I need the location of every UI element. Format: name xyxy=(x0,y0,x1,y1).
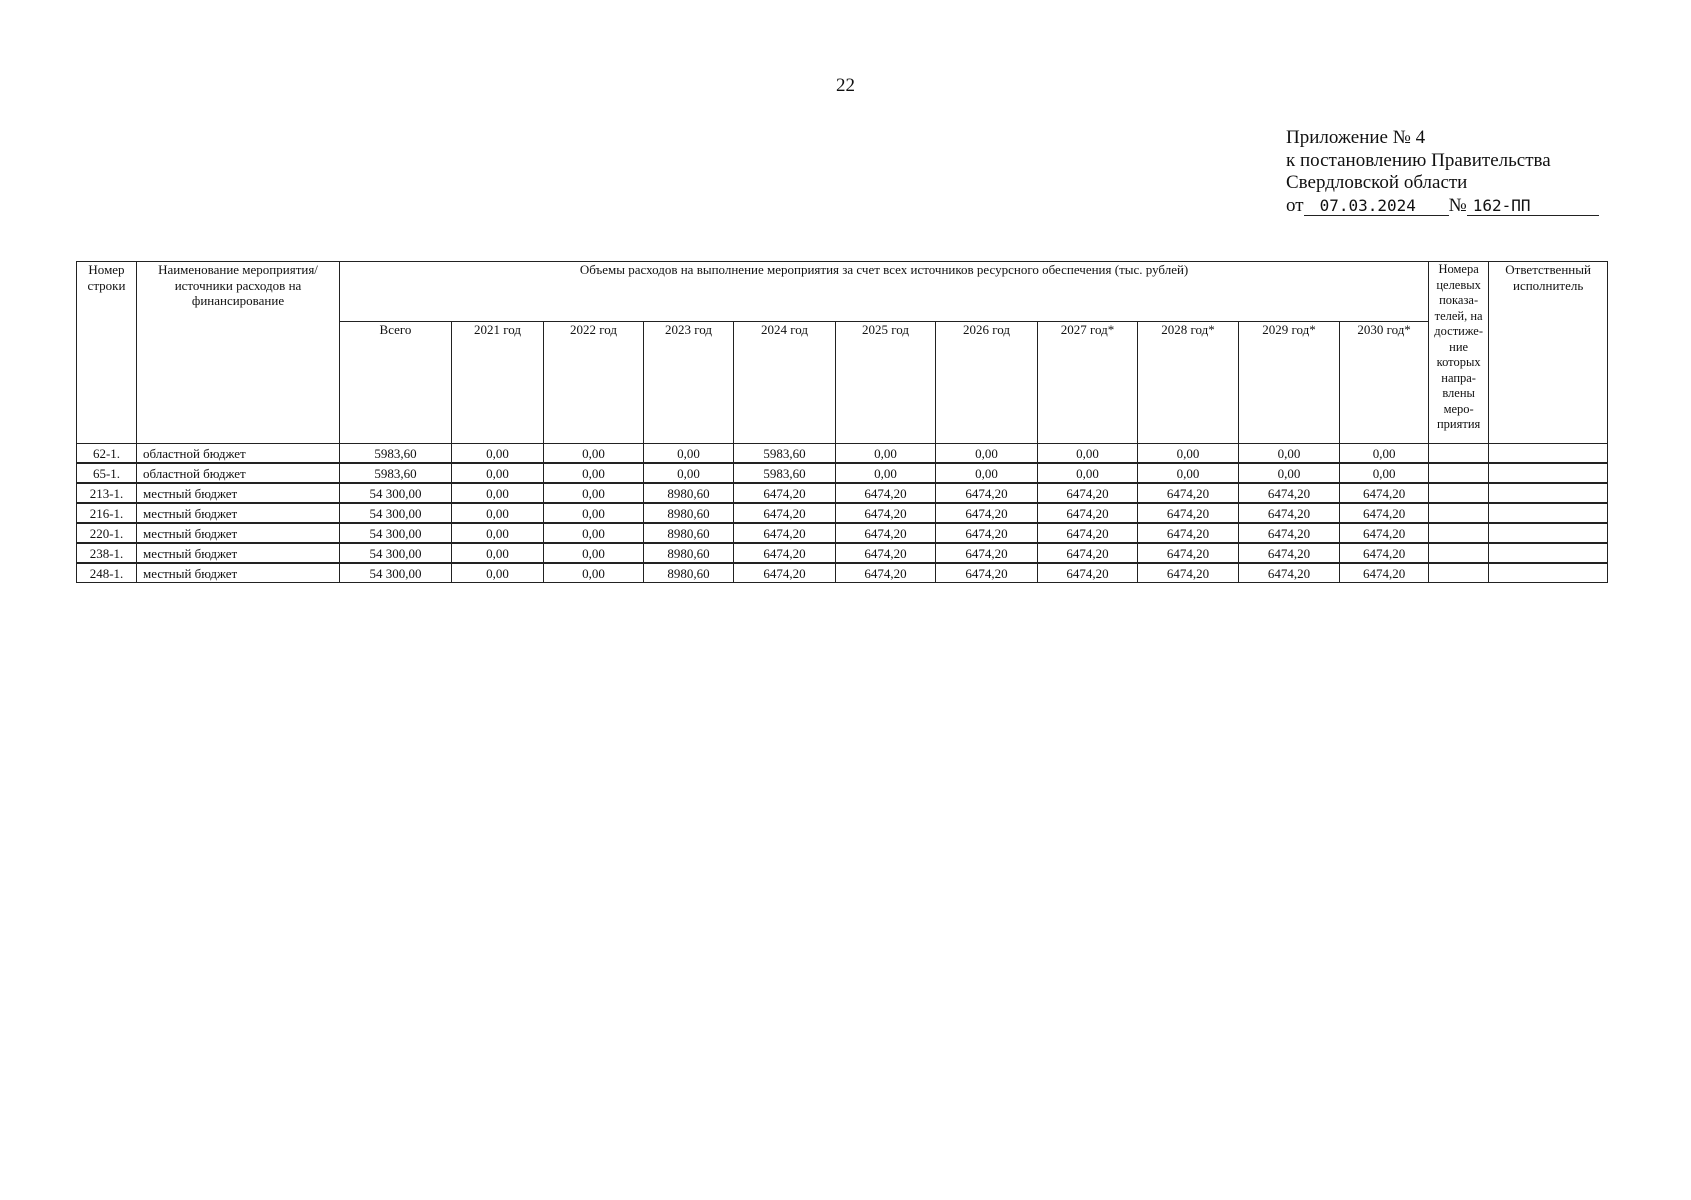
row-year-value-cell: 0,00 xyxy=(1138,464,1239,483)
header-name: Наименование мероприятия/ источники расходов на финансирование xyxy=(137,262,340,444)
row-year-value-cell: 6474,20 xyxy=(1239,524,1340,543)
row-year-value-cell: 6474,20 xyxy=(836,544,936,563)
row-year-value-cell: 6474,20 xyxy=(936,504,1038,523)
row-number-cell: 248-1. xyxy=(77,564,137,583)
row-year-value-cell: 6474,20 xyxy=(1138,564,1239,583)
row-year-value-cell: 6474,20 xyxy=(734,564,836,583)
row-number-cell: 65-1. xyxy=(77,464,137,483)
table-body xyxy=(77,444,1608,583)
appendix-date-line xyxy=(1286,195,1599,218)
row-year-value-cell: 6474,20 xyxy=(1138,524,1239,543)
header-executor: Ответственный исполнитель xyxy=(1489,262,1608,444)
row-year-value-cell: 6474,20 xyxy=(936,524,1038,543)
row-year-value-cell: 6474,20 xyxy=(1340,564,1429,583)
header-year: 2027 год* xyxy=(1038,322,1138,444)
page-number: 22 xyxy=(836,75,855,96)
row-year-value-cell: 6474,20 xyxy=(734,504,836,523)
row-year-value-cell: 6474,20 xyxy=(1239,544,1340,563)
row-year-value-cell: 6474,20 xyxy=(836,484,936,503)
row-executor-cell xyxy=(1489,524,1608,543)
header-year: 2024 год xyxy=(734,322,836,444)
row-year-value-cell: 6474,20 xyxy=(836,564,936,583)
row-year-value-cell: 0,00 xyxy=(1239,444,1340,463)
row-total-cell: 5983,60 xyxy=(340,464,452,483)
row-year-value-cell: 0,00 xyxy=(452,544,544,563)
row-year-value-cell: 6474,20 xyxy=(836,504,936,523)
header-year: 2023 год xyxy=(644,322,734,444)
row-year-value-cell: 0,00 xyxy=(544,484,644,503)
row-year-value-cell: 0,00 xyxy=(544,524,644,543)
row-year-value-cell: 6474,20 xyxy=(1138,504,1239,523)
row-total-cell: 54 300,00 xyxy=(340,504,452,523)
table-row xyxy=(77,544,1608,563)
row-total-cell: 5983,60 xyxy=(340,444,452,463)
row-number-cell: 213-1. xyxy=(77,484,137,503)
table-row xyxy=(77,504,1608,523)
table-row xyxy=(77,484,1608,503)
row-executor-cell xyxy=(1489,544,1608,563)
row-indicators-cell xyxy=(1429,444,1489,463)
row-executor-cell xyxy=(1489,464,1608,483)
row-executor-cell xyxy=(1489,564,1608,583)
row-name-cell: местный бюджет xyxy=(137,524,340,543)
table-row xyxy=(77,444,1608,463)
row-name-cell: областной бюджет xyxy=(137,444,340,463)
row-number-cell: 238-1. xyxy=(77,544,137,563)
row-year-value-cell: 0,00 xyxy=(1239,464,1340,483)
row-indicators-cell xyxy=(1429,564,1489,583)
resolution-date: 07.03.2024 xyxy=(1304,197,1449,216)
row-year-value-cell: 6474,20 xyxy=(1138,484,1239,503)
header-year: 2026 год xyxy=(936,322,1038,444)
appendix-line-2: к постановлению Правительства xyxy=(1286,149,1551,171)
row-name-cell: местный бюджет xyxy=(137,504,340,523)
table-row xyxy=(77,464,1608,483)
row-year-value-cell: 6474,20 xyxy=(936,544,1038,563)
row-year-value-cell: 0,00 xyxy=(644,464,734,483)
row-year-value-cell: 6474,20 xyxy=(1239,564,1340,583)
row-year-value-cell: 0,00 xyxy=(1038,444,1138,463)
row-indicators-cell xyxy=(1429,544,1489,563)
row-year-value-cell: 0,00 xyxy=(836,464,936,483)
row-number-cell: 62-1. xyxy=(77,444,137,463)
row-year-value-cell: 6474,20 xyxy=(936,484,1038,503)
row-name-cell: местный бюджет xyxy=(137,564,340,583)
row-year-value-cell: 5983,60 xyxy=(734,464,836,483)
header-year: 2022 год xyxy=(544,322,644,444)
header-total: Всего xyxy=(340,322,452,444)
row-year-value-cell: 5983,60 xyxy=(734,444,836,463)
row-year-value-cell: 6474,20 xyxy=(734,544,836,563)
row-year-value-cell: 6474,20 xyxy=(1239,504,1340,523)
row-indicators-cell xyxy=(1429,504,1489,523)
row-number-cell: 220-1. xyxy=(77,524,137,543)
row-total-cell: 54 300,00 xyxy=(340,564,452,583)
row-name-cell: областной бюджет xyxy=(137,464,340,483)
row-year-value-cell: 6474,20 xyxy=(1038,504,1138,523)
row-year-value-cell: 8980,60 xyxy=(644,484,734,503)
row-year-value-cell: 6474,20 xyxy=(734,524,836,543)
row-year-value-cell: 6474,20 xyxy=(1239,484,1340,503)
row-year-value-cell: 0,00 xyxy=(452,564,544,583)
row-year-value-cell: 0,00 xyxy=(544,544,644,563)
number-prefix: № xyxy=(1448,194,1467,216)
row-total-cell: 54 300,00 xyxy=(340,524,452,543)
appendix-line-3: Свердловской области xyxy=(1286,172,1468,193)
row-number-cell: 216-1. xyxy=(77,504,137,523)
header-year: 2025 год xyxy=(836,322,936,444)
budget-table xyxy=(76,261,1608,583)
row-year-value-cell: 8980,60 xyxy=(644,504,734,523)
table-row xyxy=(77,524,1608,543)
row-year-value-cell: 8980,60 xyxy=(644,544,734,563)
row-year-value-cell: 6474,20 xyxy=(1340,484,1429,503)
row-executor-cell xyxy=(1489,504,1608,523)
row-year-value-cell: 8980,60 xyxy=(644,564,734,583)
header-year: 2030 год* xyxy=(1340,322,1429,444)
row-year-value-cell: 0,00 xyxy=(452,504,544,523)
row-year-value-cell: 0,00 xyxy=(452,444,544,463)
row-name-cell: местный бюджет xyxy=(137,544,340,563)
row-year-value-cell: 0,00 xyxy=(452,464,544,483)
header-year: 2029 год* xyxy=(1239,322,1340,444)
header-year: 2028 год* xyxy=(1138,322,1239,444)
row-year-value-cell: 0,00 xyxy=(1138,444,1239,463)
row-year-value-cell: 0,00 xyxy=(544,564,644,583)
appendix-block xyxy=(1286,127,1599,217)
resolution-number: 162-ПП xyxy=(1467,197,1599,216)
row-total-cell: 54 300,00 xyxy=(340,544,452,563)
row-name-cell: местный бюджет xyxy=(137,484,340,503)
row-year-value-cell: 0,00 xyxy=(1340,444,1429,463)
row-year-value-cell: 0,00 xyxy=(452,524,544,543)
header-row-number: Номер строки xyxy=(77,262,137,444)
row-indicators-cell xyxy=(1429,524,1489,543)
appendix-title: Приложение № 4 xyxy=(1286,127,1426,148)
header-indicators: Номера целевых показа-телей, на достиже-ние которых напра-влены меро-приятия xyxy=(1429,262,1489,444)
row-year-value-cell: 0,00 xyxy=(544,444,644,463)
row-year-value-cell: 0,00 xyxy=(644,444,734,463)
row-executor-cell xyxy=(1489,444,1608,463)
row-year-value-cell: 0,00 xyxy=(936,464,1038,483)
header-row-1 xyxy=(77,262,1608,322)
row-total-cell: 54 300,00 xyxy=(340,484,452,503)
row-year-value-cell: 0,00 xyxy=(936,444,1038,463)
row-year-value-cell: 6474,20 xyxy=(1340,544,1429,563)
row-year-value-cell: 6474,20 xyxy=(836,524,936,543)
row-year-value-cell: 6474,20 xyxy=(1038,544,1138,563)
row-year-value-cell: 6474,20 xyxy=(936,564,1038,583)
row-year-value-cell: 6474,20 xyxy=(1038,524,1138,543)
row-indicators-cell xyxy=(1429,464,1489,483)
table-row xyxy=(77,564,1608,583)
row-year-value-cell: 6474,20 xyxy=(1340,524,1429,543)
row-year-value-cell: 8980,60 xyxy=(644,524,734,543)
row-year-value-cell: 0,00 xyxy=(544,504,644,523)
header-year: 2021 год xyxy=(452,322,544,444)
row-executor-cell xyxy=(1489,484,1608,503)
row-year-value-cell: 0,00 xyxy=(544,464,644,483)
row-year-value-cell: 0,00 xyxy=(1340,464,1429,483)
row-year-value-cell: 6474,20 xyxy=(1038,564,1138,583)
date-prefix: от xyxy=(1286,194,1304,216)
row-year-value-cell: 0,00 xyxy=(452,484,544,503)
header-volumes: Объемы расходов на выполнение мероприятия за счет всех источников ресурсного обеспечения (тыс. рублей) xyxy=(340,262,1429,322)
row-year-value-cell: 6474,20 xyxy=(734,484,836,503)
row-indicators-cell xyxy=(1429,484,1489,503)
row-year-value-cell: 6474,20 xyxy=(1340,504,1429,523)
row-year-value-cell: 6474,20 xyxy=(1138,544,1239,563)
row-year-value-cell: 6474,20 xyxy=(1038,484,1138,503)
row-year-value-cell: 0,00 xyxy=(1038,464,1138,483)
row-year-value-cell: 0,00 xyxy=(836,444,936,463)
